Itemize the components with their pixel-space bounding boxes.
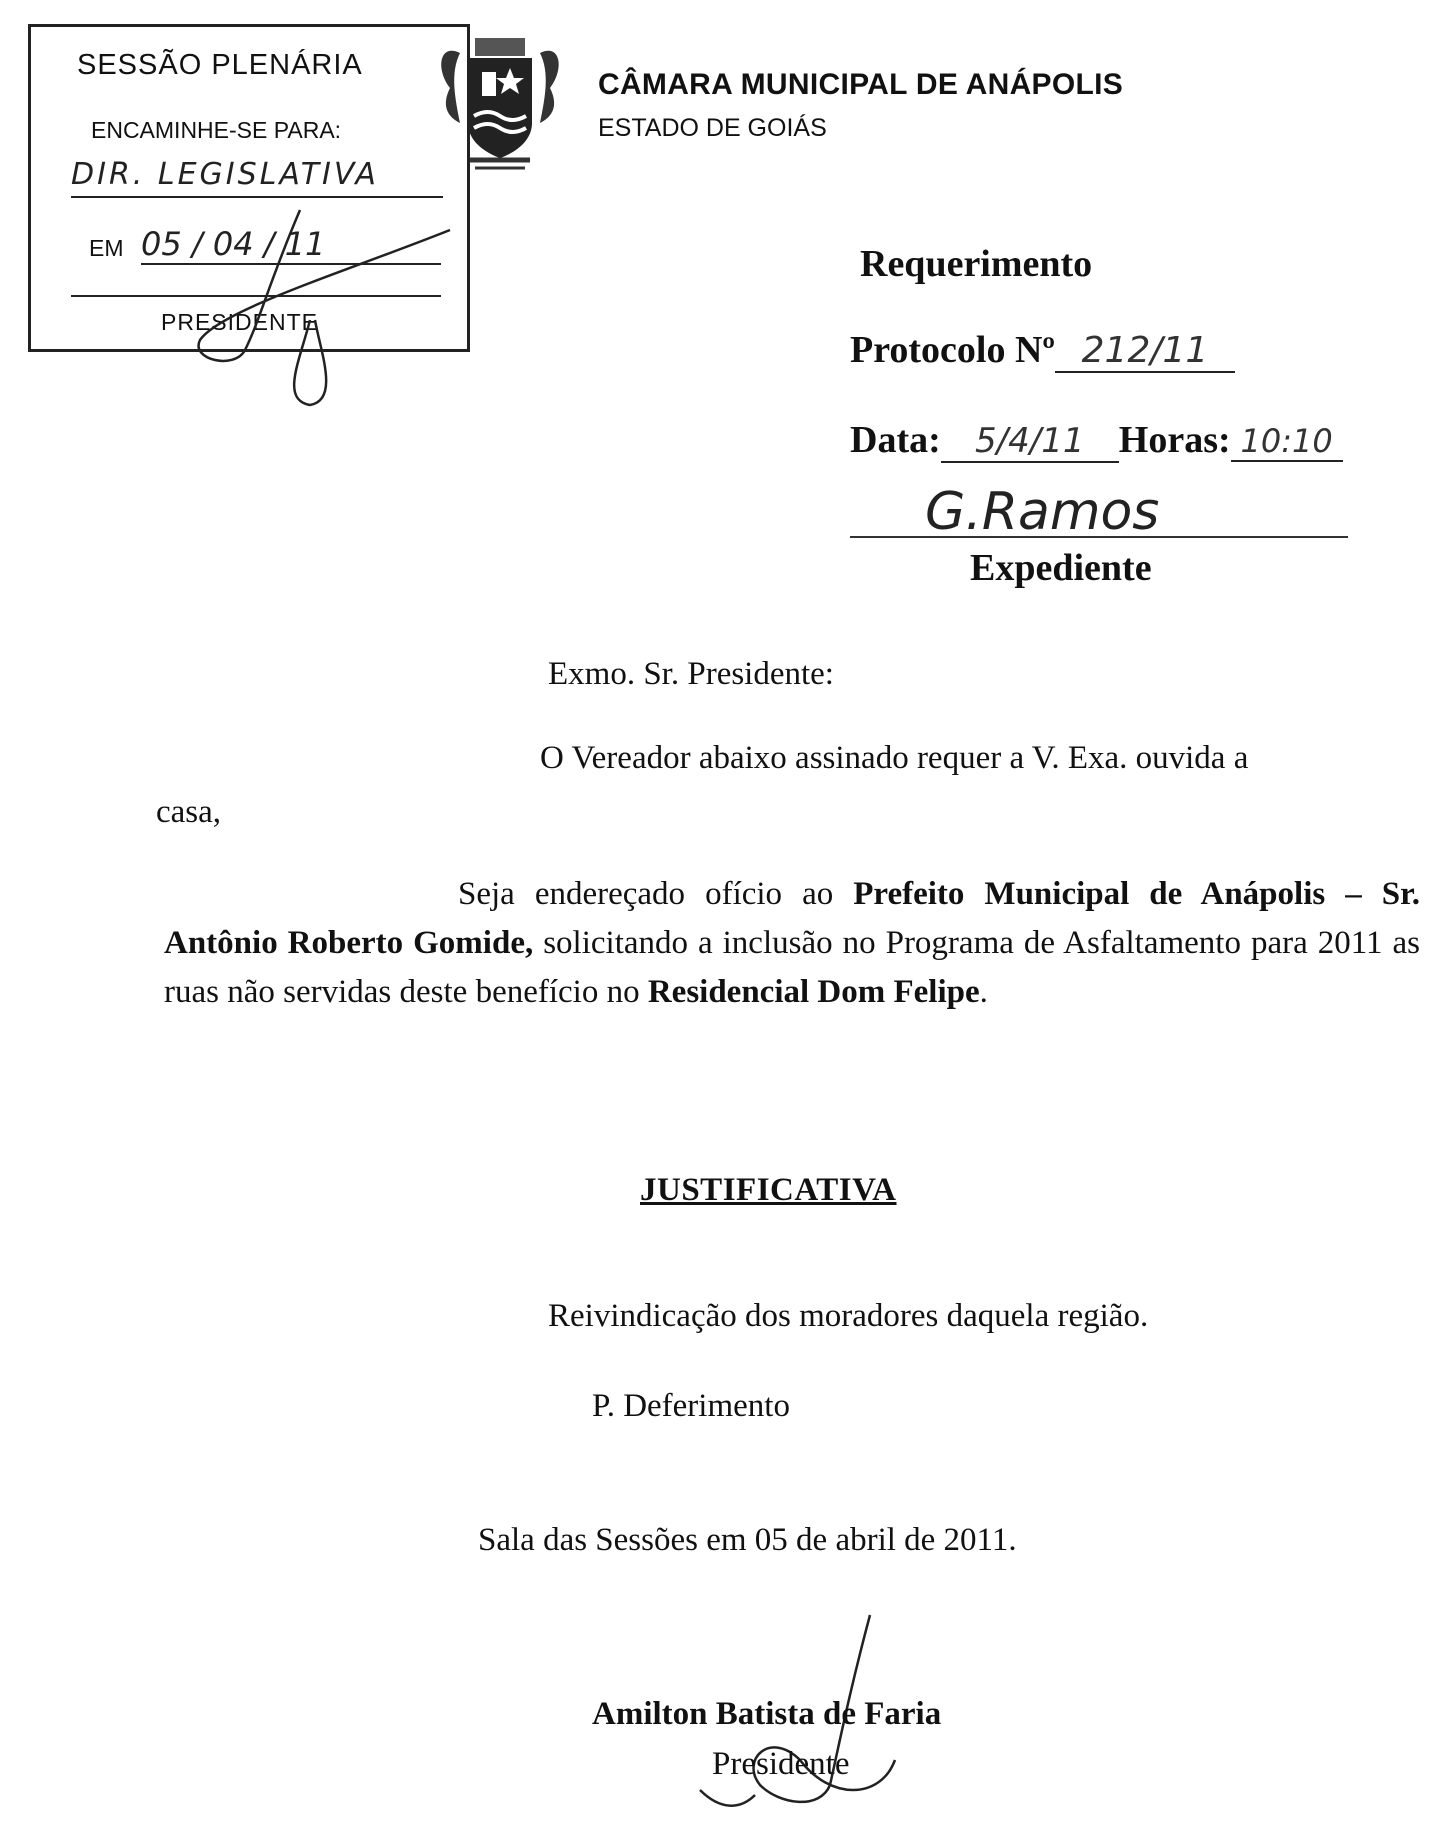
justification-text: Reivindicação dos moradores daquela região. xyxy=(548,1298,1149,1334)
stamp-role: PRESIDENTE xyxy=(161,309,318,335)
signer-role: Presidente xyxy=(712,1746,850,1782)
signer-name: Amilton Batista de Faria xyxy=(592,1696,942,1732)
protocol-date-label: Data: xyxy=(850,419,941,461)
stamp-destination: DIR. LEGISLATIVA xyxy=(71,157,443,198)
stamp-signature-scribble xyxy=(150,200,470,420)
protocol-label: Protocolo Nº xyxy=(850,329,1055,371)
request-mayor-name: Sr. Antônio Roberto Gomide, xyxy=(164,876,1421,961)
protocol-number-row xyxy=(850,328,1235,373)
protocol-hours: 10:10 xyxy=(1231,422,1343,462)
closing: P. Deferimento xyxy=(592,1388,790,1424)
justification-title: JUSTIFICATIVA xyxy=(640,1172,897,1208)
protocol-hours-label: Horas: xyxy=(1118,419,1231,461)
org-state: ESTADO DE GOIÁS xyxy=(598,114,827,142)
coat-of-arms-icon xyxy=(430,28,570,178)
protocol-date-row xyxy=(850,418,1343,463)
request-mayor: Prefeito Municipal de Anápolis – xyxy=(853,876,1362,912)
intro-line-1: O Vereador abaixo assinado requer a V. Exa. ouvida a xyxy=(540,740,1249,776)
place-date: Sala das Sessões em 05 de abril de 2011. xyxy=(478,1522,1017,1558)
stamp-title: SESSÃO PLENÁRIA xyxy=(77,49,363,81)
salutation: Exmo. Sr. Presidente: xyxy=(548,656,834,692)
expediente-signature: G.Ramos xyxy=(925,482,1160,542)
org-name: CÂMARA MUNICIPAL DE ANÁPOLIS xyxy=(598,68,1124,101)
request-neighborhood: Residencial Dom Felipe xyxy=(647,974,980,1010)
protocol-date: 5/4/11 xyxy=(941,421,1119,463)
stamp-date: 05 / 04 / 11 xyxy=(141,225,441,265)
intro-line-2: casa, xyxy=(156,794,222,830)
stamp-forward-label: ENCAMINHE-SE PARA: xyxy=(91,117,342,143)
protocol-number: 212/11 xyxy=(1055,330,1235,373)
request-text-1: Seja endereçado ofício ao xyxy=(458,876,854,912)
request-text-3: . xyxy=(979,974,988,1010)
doc-type: Requerimento xyxy=(860,243,1093,285)
request-paragraph xyxy=(164,870,1420,1017)
request-text-2: solicitando a inclusão no Programa de Asfaltamento para 2011 as ruas não servidas deste benefício no xyxy=(164,925,1420,1010)
stamp-date-label: EM xyxy=(89,235,124,261)
expediente-label: Expediente xyxy=(970,547,1152,589)
